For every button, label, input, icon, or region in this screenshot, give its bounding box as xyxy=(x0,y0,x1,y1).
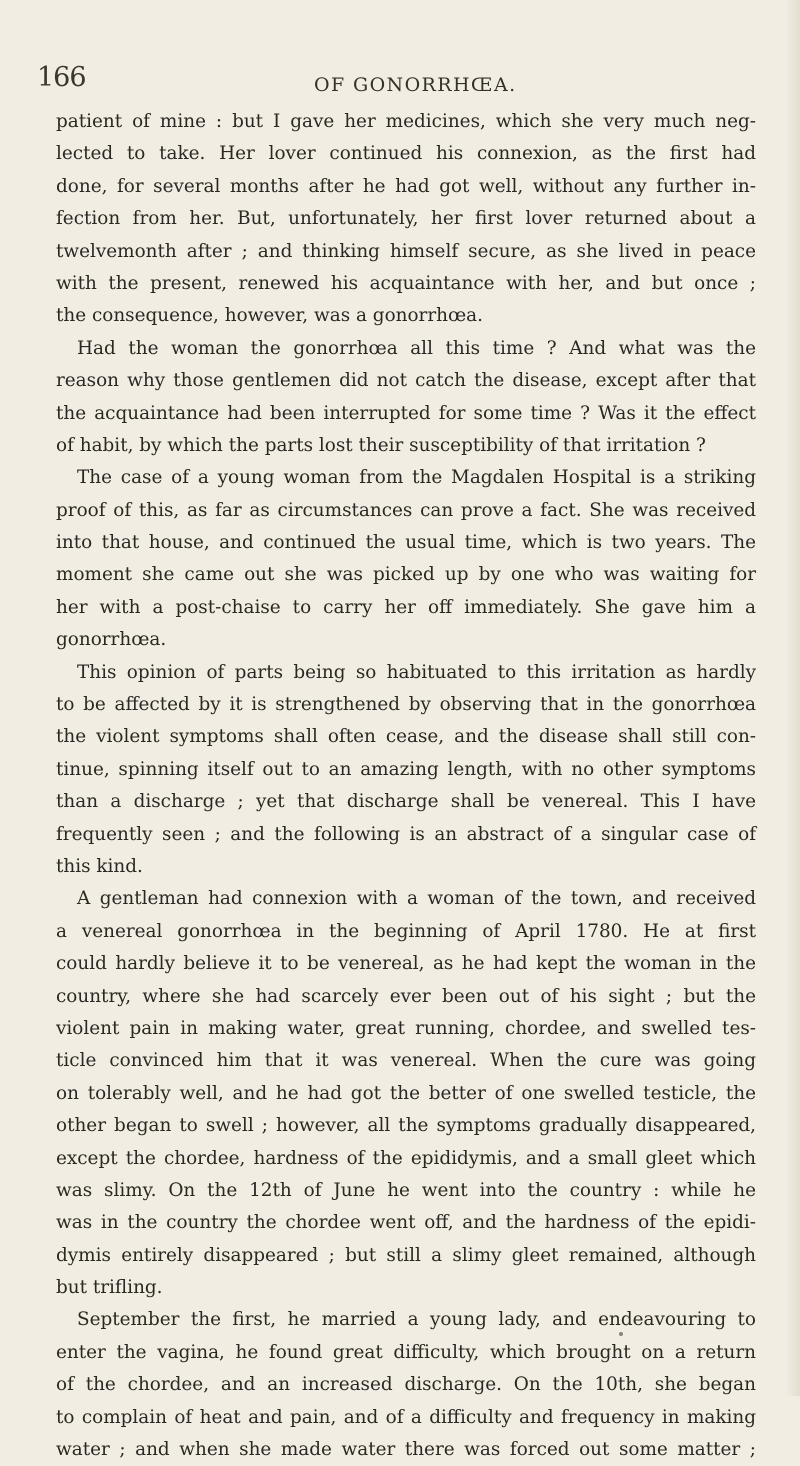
text-line: ticle convinced him that it was venereal. When the cure was going xyxy=(56,1050,756,1072)
text-line: proof of this, as far as circumstances can prove a fact. She was received xyxy=(56,499,756,521)
text-line: dymis entirely disappeared ; but still a slimy gleet remained, although xyxy=(56,1244,756,1266)
text-line: moment she came out she was picked up by one who was waiting for xyxy=(56,564,756,586)
text-line: the acquaintance had been interrupted for some time ? Was it the effect xyxy=(56,402,756,424)
page-number: 166 xyxy=(37,62,86,93)
text-line: into that house, and continued the usual time, which is two years. The xyxy=(56,532,756,554)
text-line: patient of mine : but I gave her medicines, which she very much neg- xyxy=(56,111,756,132)
paragraph-start: September the first, he married a young lady, and endeavouring to xyxy=(77,1309,756,1331)
text-line: other began to swell ; however, all the symptoms gradually disappeared, xyxy=(56,1115,756,1137)
text-line: lected to take. Her lover continued his connexion, as the first had xyxy=(56,143,756,165)
text-line: country, where she had scarcely ever been out of his sight ; but the xyxy=(56,985,756,1007)
text-line: was slimy. On the 12th of June he went into the country : while he xyxy=(56,1179,756,1201)
text-line: of the chordee, and an increased discharge. On the 10th, she began xyxy=(56,1374,756,1396)
text-line: was in the country the chordee went off, and the hardness of the epidi- xyxy=(56,1212,756,1234)
running-head: OF GONORRHŒA. xyxy=(314,74,517,96)
text-line: of habit, by which the parts lost their susceptibility of that irritation ? xyxy=(56,434,706,456)
text-line: the violent symptoms shall often cease, and the disease shall still con- xyxy=(56,726,756,748)
body-text xyxy=(56,106,756,1466)
text-line: the consequence, however, was a gonorrhœa. xyxy=(56,305,483,327)
text-line: tinue, spinning itself out to an amazing length, with no other symptoms xyxy=(56,758,756,780)
page-header xyxy=(0,62,800,102)
text-line: done, for several months after he had got well, without any further in- xyxy=(56,175,756,197)
paper-speck xyxy=(619,1332,623,1336)
text-line: this kind. xyxy=(56,855,143,877)
text-line: fection from her. But, unfortunately, her first lover returned about a xyxy=(56,208,756,230)
paragraph-start: The case of a young woman from the Magdalen Hospital is a striking xyxy=(77,467,756,489)
text-line: gonorrhœa. xyxy=(56,629,167,651)
text-line: with the present, renewed his acquaintance with her, and but once ; xyxy=(56,272,756,294)
text-line: frequently seen ; and the following is an abstract of a singular case of xyxy=(56,823,756,845)
text-line: to be affected by it is strengthened by observing that in the gonorrhœa xyxy=(56,694,756,716)
text-line: than a discharge ; yet that discharge shall be venereal. This I have xyxy=(56,791,756,813)
text-line: enter the vagina, he found great difficulty, which brought on a return xyxy=(56,1341,756,1363)
text-line: but trifling. xyxy=(56,1277,163,1299)
page-edge xyxy=(786,0,800,1396)
text-line: to complain of heat and pain, and of a difficulty and frequency in making xyxy=(56,1406,756,1428)
text-line: reason why those gentlemen did not catch the disease, except after that xyxy=(56,370,756,392)
text-line: violent pain in making water, great running, chordee, and swelled tes- xyxy=(56,1017,756,1039)
paragraph-start: A gentleman had connexion with a woman of the town, and received xyxy=(77,888,756,910)
paragraph-start: Had the woman the gonorrhœa all this time ? And what was the xyxy=(77,337,756,359)
text-line: except the chordee, hardness of the epididymis, and a small gleet which xyxy=(56,1147,756,1169)
text-line: could hardly believe it to be venereal, as he had kept the woman in the xyxy=(56,953,756,975)
text-line: water ; and when she made water there was forced out some matter ; xyxy=(56,1439,756,1461)
text-line: her with a post-chaise to carry her off immediately. She gave him a xyxy=(56,596,756,618)
text-line: a venereal gonorrhœa in the beginning of April 1780. He at first xyxy=(56,920,756,942)
text-line: twelvemonth after ; and thinking himself secure, as she lived in peace xyxy=(56,240,756,262)
paragraph-start: This opinion of parts being so habituated to this irritation as hardly xyxy=(77,661,756,683)
text-line: on tolerably well, and he had got the better of one swelled testicle, the xyxy=(56,1082,756,1104)
